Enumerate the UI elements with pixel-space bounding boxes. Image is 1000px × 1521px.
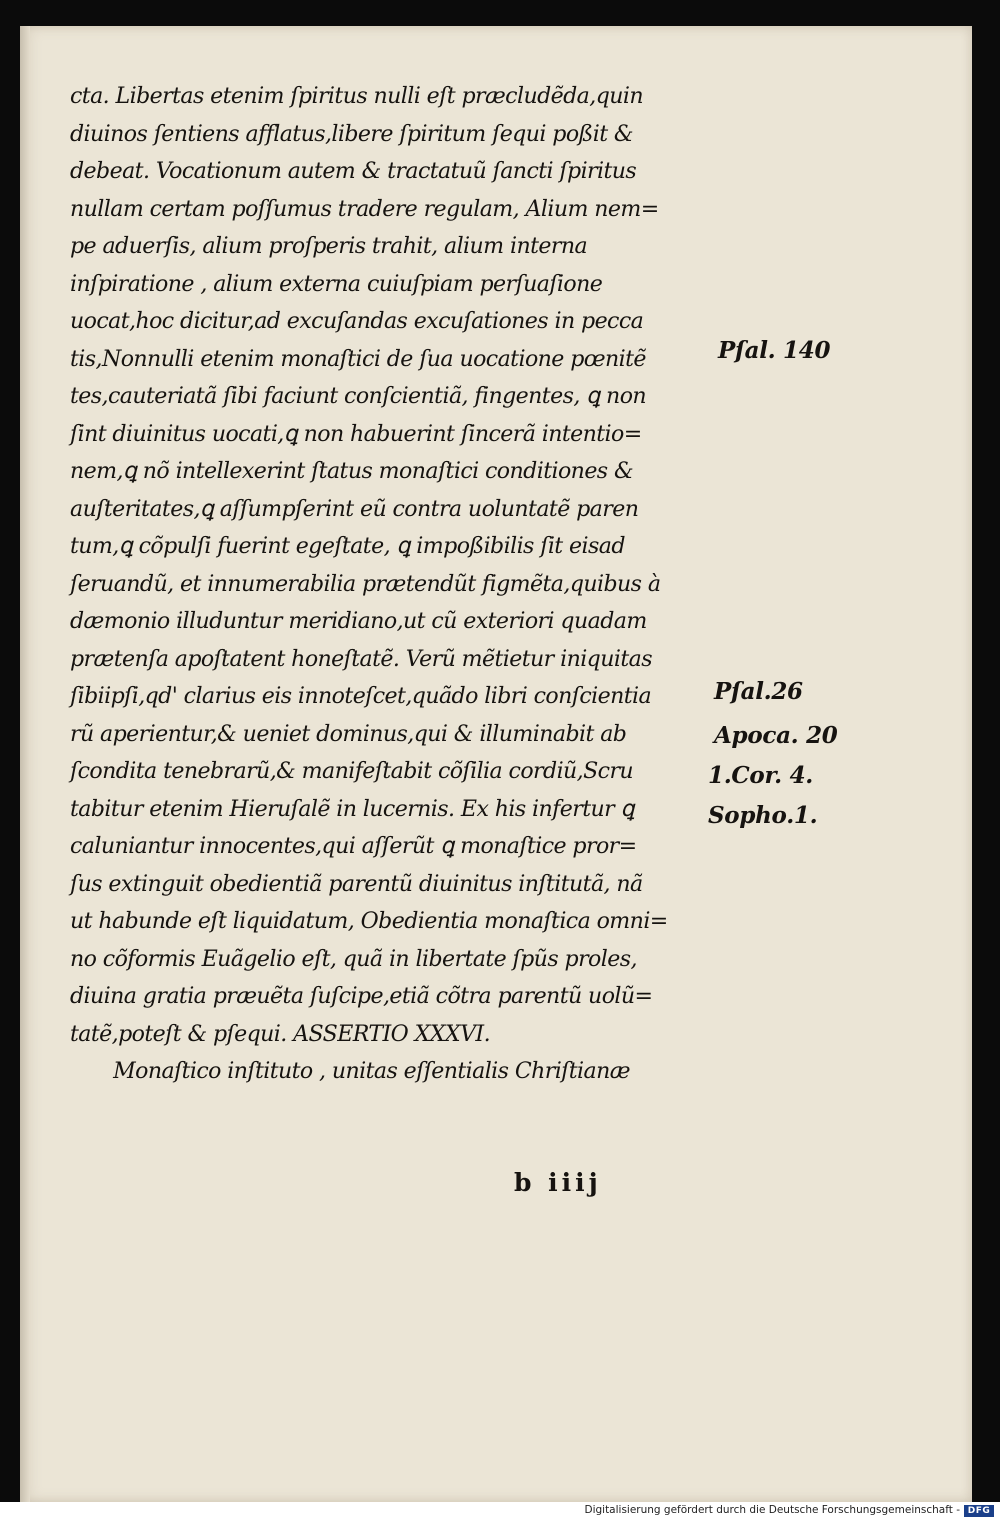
funding-credit: Digitalisierung gefördert durch die Deutsche Forschungsgemeinschaft - xyxy=(584,1504,960,1516)
text-line: tis,Nonnulli etenim monaſtici de ſua uocatione pœnitẽ xyxy=(70,345,646,372)
text-line: debeat. Vocationum autem & tractatuũ ſancti ſpiritus xyxy=(70,158,637,184)
text-line: diuinos ſentiens afflatus,libere ſpiritum ſequi poßit & xyxy=(70,120,634,147)
text-line: inſpiratione , alium externa cuiuſpiam perſuaſione xyxy=(70,270,603,297)
text-line: rũ aperientur,& ueniet dominus,qui & illuminabit ab xyxy=(70,720,627,747)
dfg-logo: DFG xyxy=(964,1505,994,1517)
text-line: tabitur etenim Hieruſalẽ in lucernis. Ex his infertur ꝗ xyxy=(70,795,634,822)
text-line: uocat,hoc dicitur,ad excuſandas excuſationes in pecca xyxy=(70,308,644,334)
text-line: cta. Libertas etenim ſpiritus nulli eſt præcludẽda,quin xyxy=(70,83,644,109)
text-line: ſus extinguit obedientiã parentũ diuinitus inſtitutã, nã xyxy=(70,870,643,897)
text-line: ſcondita tenebrarũ,& manifeſtabit cõſilia cordiũ,Scru xyxy=(70,758,634,784)
text-line: tes,cauteriatã ſibi faciunt conſcientiã, fingentes, ꝗ non xyxy=(70,383,647,409)
text-line: dæmonio illuduntur meridiano,ut cũ exteriori quadam xyxy=(70,608,647,634)
text-line: nullam certam poſſumus tradere regulam, Alium nem= xyxy=(70,195,659,222)
marginal-note-sophonias: Sopho.1. xyxy=(708,802,818,829)
text-line: auſteritates,ꝗ aſſumpſerint eũ contra uoluntatẽ paren xyxy=(70,495,639,522)
text-line: ut habunde eſt liquidatum, Obedientia monaſtica omni= xyxy=(70,908,668,934)
text-line: tum,ꝗ cõpulſi fuerint egeſtate, ꝗ impoßibilis ſit eisad xyxy=(70,533,625,559)
page-gutter-shadow xyxy=(20,26,30,1502)
marginal-note-apocalypse: Apoca. 20 xyxy=(714,722,838,749)
marginal-note-psalm-26: Pſal.26 xyxy=(714,678,803,705)
text-line: Monaſtico inſtituto , unitas eſſentialis Chriſtianæ xyxy=(113,1058,630,1084)
text-line: pe aduerſis, alium proſperis trahit, alium interna xyxy=(70,233,588,259)
marginal-note-psalm-140: Pſal. 140 xyxy=(718,337,831,364)
text-line: ſeruandũ, et innumerabilia prætendũt figmẽta,quibus à xyxy=(70,570,661,597)
text-line: nem,ꝗ nõ intellexerint ſtatus monaſtici conditiones & xyxy=(70,458,634,484)
signature-mark: b iiij xyxy=(514,1168,602,1197)
text-line: ſint diuinitus uocati,ꝗ non habuerint ſincerã intentio= xyxy=(70,420,642,447)
text-line: caluniantur innocentes,qui aſſerũt ꝗ monaſtice pror= xyxy=(70,833,637,859)
text-line: ſibiipſi,qd' clarius eis innoteſcet,quãdo libri conſcientia xyxy=(70,683,652,709)
text-line-assertio-heading: tatẽ,poteſt & pſequi. ASSERTIO XXXVI. xyxy=(70,1020,491,1047)
footer-bar xyxy=(0,1502,1000,1521)
page-body-text xyxy=(70,78,730,1091)
marginal-note-corinthians: 1.Cor. 4. xyxy=(708,762,813,789)
text-line: no cõformis Euãgelio eſt, quã in libertate ſpũs proles, xyxy=(70,945,637,972)
text-line: prætenſa apoſtatent honeſtatẽ. Verũ mẽtietur iniquitas xyxy=(70,645,652,672)
text-line: diuina gratia præuẽta ſuſcipe,etiã cõtra parentũ uolũ= xyxy=(70,983,653,1009)
